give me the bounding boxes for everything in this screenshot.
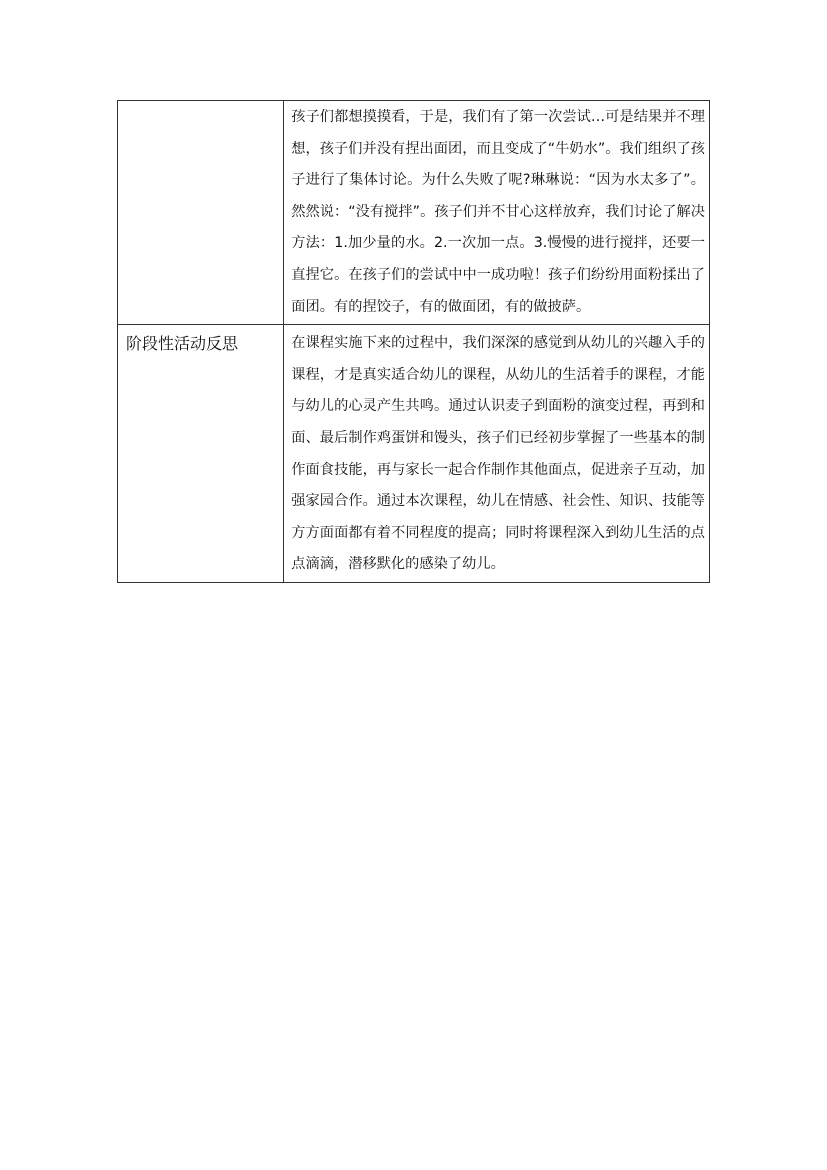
reflection-text: 在课程实施下来的过程中，我们深深的感觉到从幼儿的兴趣入手的课程，才是真实适合幼儿的课程，从幼儿的生活着手的课程，才能与幼儿的心灵产生共鸣。通过认识麦子到面粉的演变过程，再到和面、最后制作鸡蛋饼和馒头，孩子们已经初步掌握了一些基本的制作面食技能，再与家长一起合作制作其他面点，促进亲子互动，加强家园合作。通过本次课程，幼儿在情感、社会性、知识、技能等方方面面都有着不同程度的提高；同时将课程深入到幼儿生活的点点滴滴，潜移默化的感染了幼儿。: [291, 335, 705, 573]
reflection-cell: [284, 325, 710, 583]
activity-description-text: 孩子们都想摸摸看，于是，我们有了第一次尝试…可是结果并不理想，孩子们并没有捏出面团，而且变成了“牛奶水”。我们组织了孩子进行了集体讨论。为什么失败了呢?琳琳说：“因为水太多了”。然然说：“没有搅拌”。孩子们并不甘心这样放弃，我们讨论了解决方法：1.加少量的水。2.一次加一点。3.慢慢的进行搅拌，还要一直捏它。在孩子们的尝试中中一成功啦！孩子们纷纷用面粉揉出了面团。有的捏饺子，有的做面团，有的做披萨。: [291, 109, 705, 315]
activity-record-table: [117, 100, 710, 583]
row-label-reflection: 阶段性活动反思: [118, 325, 284, 583]
table-row: [118, 101, 710, 325]
table-row: [118, 325, 710, 583]
activity-description-cell: [284, 101, 710, 325]
row-label-empty: [118, 101, 284, 325]
